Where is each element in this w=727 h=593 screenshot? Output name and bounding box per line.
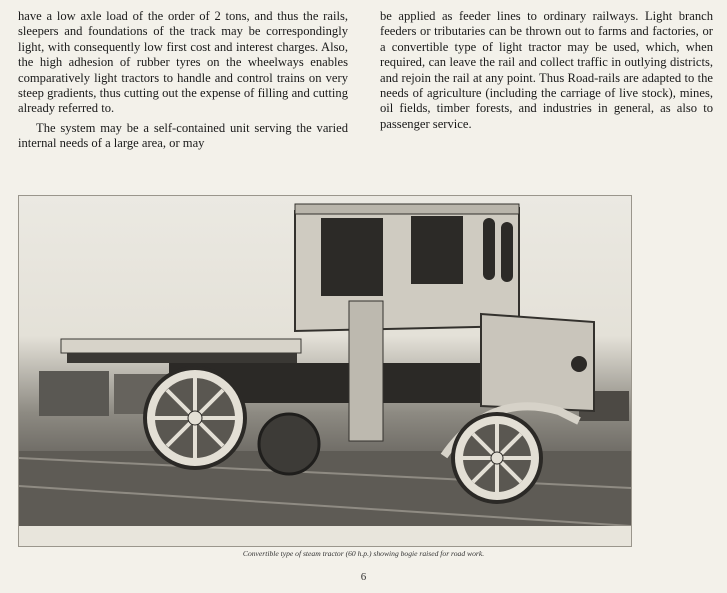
paragraph: have a low axle load of the order of 2 tons, and thus the rails, sleepers and foundations of the track may be correspondingly light, with consequently low first cost and interest charges. Also, the high adhesion of rubber tyres on the wheelways enables comparatively light tractors to handle and control trains on very steep gradients, thus cutting out the expense of filling and cutting already referred to. xyxy=(18,9,348,116)
paragraph: The system may be a self-contained unit serving the varied internal needs of a large area, or may xyxy=(18,120,348,151)
text-column-left xyxy=(18,9,348,152)
rear-wheel xyxy=(145,368,245,468)
text-column-right xyxy=(380,9,713,132)
figure-caption: Convertible type of steam tractor (60 h.p.) showing bogie raised for road work. xyxy=(242,549,485,558)
front-wheel xyxy=(453,414,541,502)
tractor-photo xyxy=(18,195,632,547)
steam-tractor-illustration xyxy=(19,196,631,546)
page-number: 6 xyxy=(360,571,367,583)
paragraph: be applied as feeder lines to ordinary railways. Light branch feeders or tributaries can be thrown out to farms and factories, or a convertible type of light tractor may be used, which, when required, can leave the rail and collect traffic in outlying districts, and rejoin the rail at any point. Thus Road-rails are adapted to the needs of agriculture (including the carriage of live stock), mines, oil fields, timber forests, and industries in general, as also to passenger service. xyxy=(380,9,713,131)
